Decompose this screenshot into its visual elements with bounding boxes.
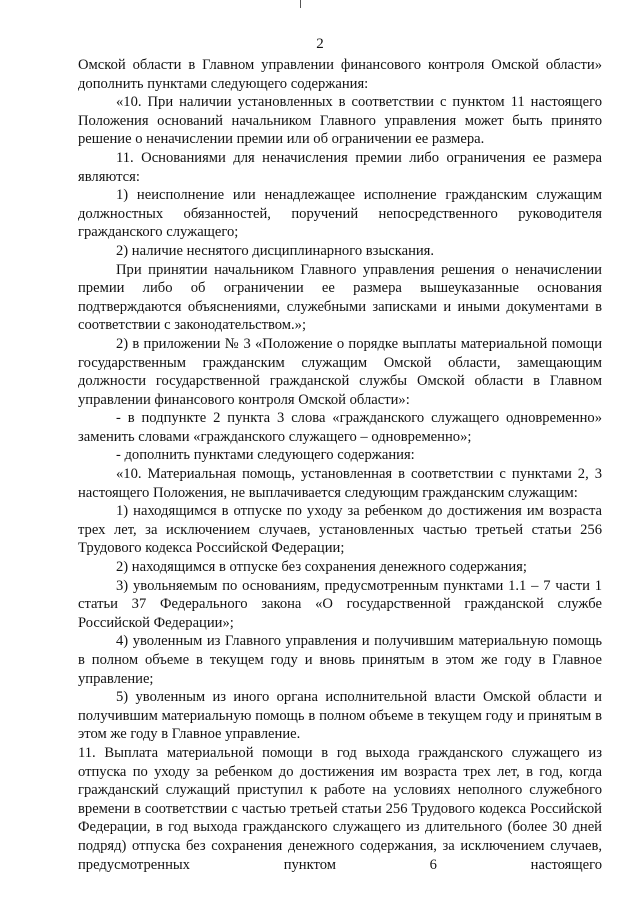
paragraph: «10. Материальная помощь, установленная в соответствии с пунктами 2, 3 настоящего Положения, не выплачивается следующим гражданским служащим: [78,466,602,501]
page-number: 2 [316,36,324,52]
page-top-mark [300,0,301,8]
paragraph: - в подпункте 2 пункта 3 слова «гражданского служащего одновременно» заменить словами «гражданского служащего – одновременно»; [78,410,602,445]
paragraph: При принятии начальником Главного управления решения о неначислении премии либо об ограничении ее размера вышеуказанные основания подтверждаются объяснениями, служебными записками и иными документами в соответствии с законодательством.»; [78,261,602,334]
paragraph: 1) находящимся в отпуске по уходу за ребенком до достижения им возраста трех лет, за исключением случаев, установленных частью третьей статьи 256 Трудового кодекса Российской Федерации; [78,503,602,557]
paragraph: 11. Основаниями для неначисления премии либо ограничения ее размера являются: [78,149,602,185]
paragraph: «10. При наличии установленных в соответствии с пунктом 11 настоящего Положения оснований начальником Главного управления может быть принято решение о неначислении премии или об ограничении ее размера. [78,94,602,148]
document-body [78,56,602,874]
paragraph: - дополнить пунктами следующего содержания: [116,447,415,464]
paragraph: 4) уволенным из Главного управления и получившим материальную помощь в полном объеме в текущем году и вновь принятым в этом же году в Главное управление; [78,633,602,687]
paragraph: 2) в приложении № 3 «Положение о порядке выплаты материальной помощи государственным гражданским служащим Омской области, замещающим должности государственной гражданской службы Омской области в Главном управлении финансового контроля Омской области»: [78,335,602,408]
paragraph: 1) неисполнение или ненадлежащее исполнение гражданским служащим должностных обязанностей, поручений непосредственного руководителя гражданского служащего; [78,187,602,241]
paragraph: 11. Выплата материальной помощи в год выхода гражданского служащего из отпуска по уходу за ребенком до достижения им возраста трех лет, в год, когда гражданский служащий приступил к работе на условиях неполного служебного времени в соответствии с частью третьей статьи 256 Трудового кодекса Российской Федерации, в год выхода гражданского служащего из длительного (более 30 дней подряд) отпуска без сохранения денежного содержания, за исключением случаев, предусмотренных пунктом 6 настоящего [78,744,602,873]
paragraph: Омской области в Главном управлении финансового контроля Омской области» дополнить пунктами следующего содержания: [78,57,602,92]
paragraph: 3) увольняемым по основаниям, предусмотренным пунктами 1.1 – 7 части 1 статьи 37 Федерального закона «О государственной гражданской службе Российской Федерации»; [78,577,602,631]
paragraph: 2) наличие неснятого дисциплинарного взыскания. [116,242,435,259]
paragraph: 2) находящимся в отпуске без сохранения денежного содержания; [116,559,527,576]
paragraph: 5) уволенным из иного органа исполнительной власти Омской области и получившим материальную помощь в полном объеме в текущем году и принятым в этом же году в Главное управление. [78,689,602,743]
